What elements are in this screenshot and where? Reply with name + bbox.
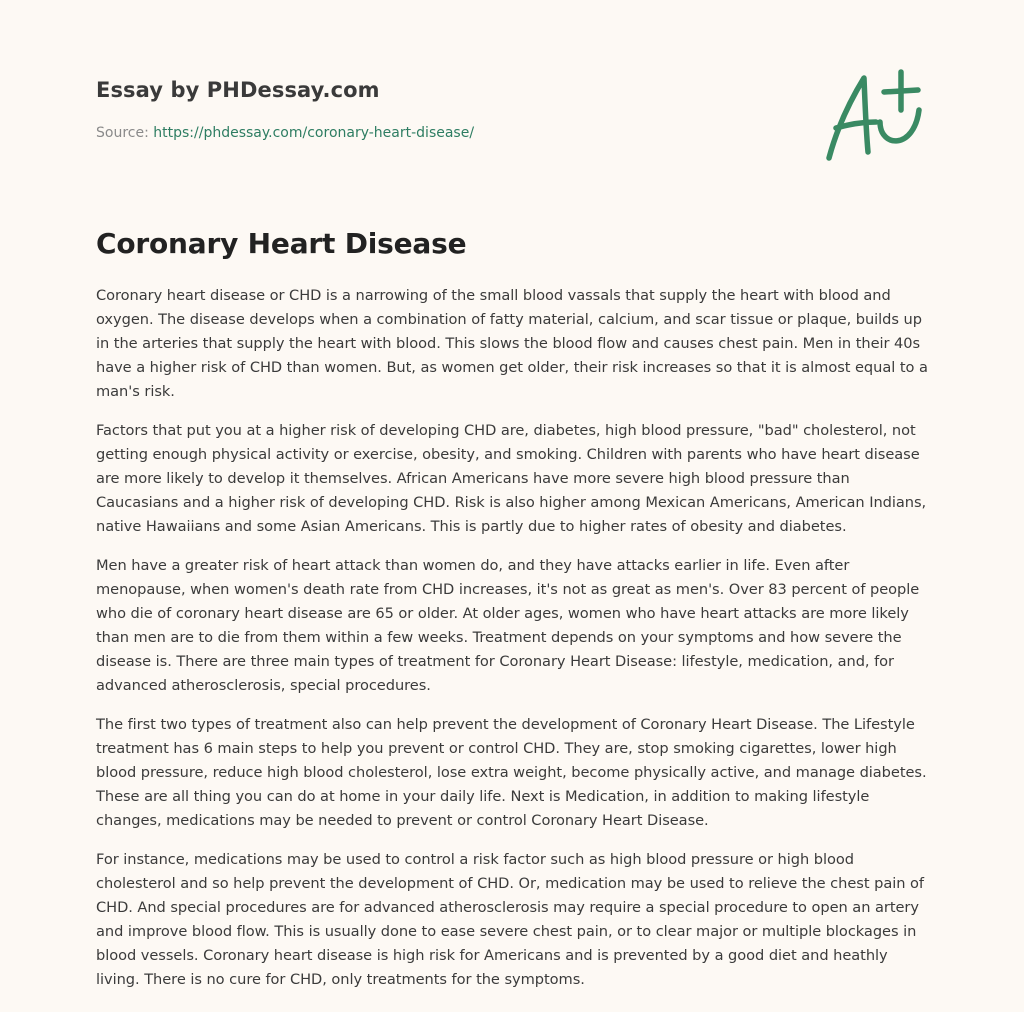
essay-paragraph: Factors that put you at a higher risk of developing CHD are, diabetes, high blood pressure, "bad" cholesterol, not getting enough physical activity or exercise, obesity, and smoking. Children with parents who have heart disease are more likely to develop it themselves. African Americans have more severe high blood pressure than Caucasians and a higher risk of developing CHD. Risk is also higher among Mexican Americans, American Indians, native Hawaiians and some Asian Americans. This is partly due to higher rates of obesity and diabetes. bbox=[96, 422, 927, 535]
a-plus-grade-icon bbox=[822, 66, 932, 166]
essay-body bbox=[96, 284, 932, 1007]
essay-paragraph: For instance, medications may be used to control a risk factor such as high blood pressure or high blood cholesterol and so help prevent the development of CHD. Or, medication may be used to relieve the chest pain of CHD. And special procedures are for advanced atherosclerosis may require a special procedure to open an artery and improve blood flow. This is usually done to ease severe chest pain, or to clear major or multiple blockages in blood vessels. Coronary heart disease is high risk for Americans and is prevented by a good diet and heathly living. There is no cure for CHD, only treatments for the symptoms. bbox=[96, 851, 924, 988]
site-brand: Essay by PHDessay.com bbox=[96, 78, 380, 102]
essay-header bbox=[96, 76, 796, 143]
source-label: Source: bbox=[96, 125, 149, 141]
source-line bbox=[96, 123, 796, 143]
essay-paragraph: The first two types of treatment also can help prevent the development of Coronary Heart Disease. The Lifestyle treatment has 6 main steps to help you prevent or control CHD. They are, stop smoking cigarettes, lower high blood pressure, reduce high blood cholesterol, lose extra weight, become physically active, and manage diabetes. These are all thing you can do at home in your daily life. Next is Medication, in addition to making lifestyle changes, medications may be needed to prevent or control Coronary Heart Disease. bbox=[96, 716, 927, 829]
essay-paragraph: Coronary heart disease or CHD is a narrowing of the small blood vassals that supply the heart with blood and oxygen. The disease develops when a combination of fatty material, calcium, and scar tissue or plaque, builds up in the arteries that supply the heart with blood. This slows the blood flow and causes chest pain. Men in their 40s have a higher risk of CHD than women. But, as women get older, their risk increases so that it is almost equal to a man's risk. bbox=[96, 287, 928, 400]
essay-title: Coronary Heart Disease bbox=[96, 227, 467, 260]
source-link[interactable]: https://phdessay.com/coronary-heart-disease/ bbox=[153, 125, 475, 141]
essay-paragraph: Men have a greater risk of heart attack than women do, and they have attacks earlier in life. Even after menopause, when women's death rate from CHD increases, it's not as great as men's. Over 83 percent of people who die of coronary heart disease are 65 or older. At older ages, women who have heart attacks are more likely than men are to die from them within a few weeks. Treatment depends on your symptoms and how severe the disease is. There are three main types of treatment for Coronary Heart Disease: lifestyle, medication, and, for advanced atherosclerosis, special procedures. bbox=[96, 557, 920, 694]
